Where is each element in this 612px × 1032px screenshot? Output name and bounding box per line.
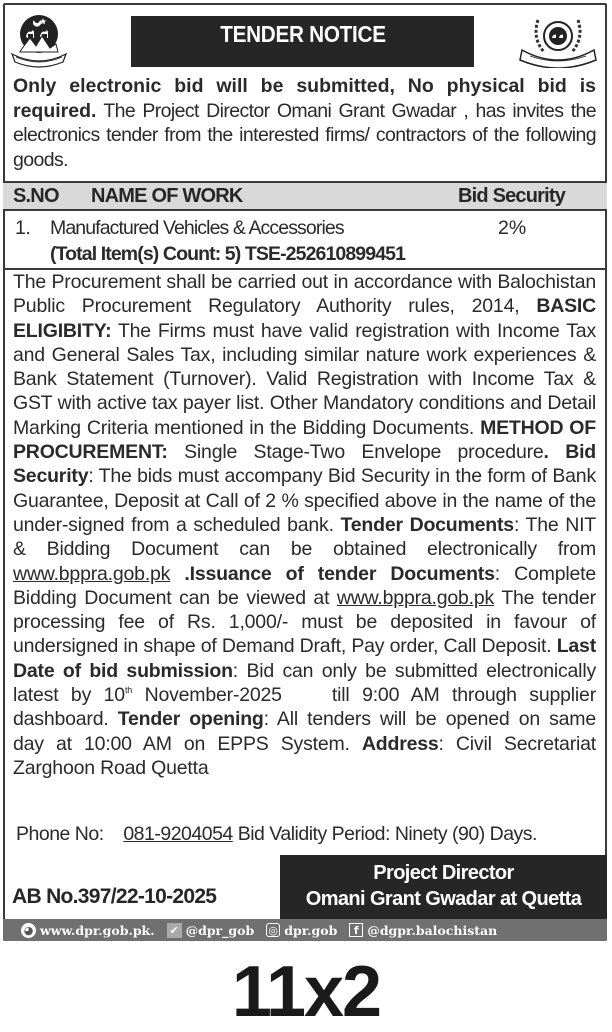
phone-label: Phone No: [16,823,104,845]
bppra-link-2[interactable]: www.bppra.gob.pk [336,586,495,609]
procurement-rules-text: The Procurement shall be carried out in accordance with Balochistan Public Procurement Regulatory Authority rules, 2014, [13,271,596,318]
issuance-text: : Complete Bidding Document can be viewed at [13,562,596,609]
row-sno: 1. [15,217,31,239]
twitter-icon: ✔ [167,923,182,938]
notice-header [0,0,612,72]
ab-number: AB No.397/22-10-2025 [12,885,217,908]
facebook-icon: f [349,923,363,937]
column-header-security: Bid Security [458,185,566,207]
signatory-title: Project Director [373,862,514,884]
phone-number[interactable]: 081-9204054 [123,823,233,845]
dgpr-emblem-icon [516,10,600,68]
address-label: Address [361,732,439,755]
terms-paragraph [13,270,596,780]
signatory-office: Omani Grant Gwadar at Quetta [305,888,582,910]
column-header-name: NAME OF WORK [91,185,243,207]
balochistan-emblem-icon [8,10,70,68]
intro-text: The Project Director Omani Grant Gwadar , has invites the electronics tender from the interested firms/ contractors of the following goods. [13,99,596,171]
tender-opening-text: : All tenders will be opened on same day at 10:00 AM on EPPS System. [13,708,596,755]
tender-opening-label: Tender opening [117,708,264,731]
eligibility-label: BASIC ELIGIBITY: [13,295,596,342]
social-twitter[interactable] [167,923,255,938]
ad-size-label: 11x2 [231,952,381,1032]
intro-bold-lead: Only electronic bid will be submitted, No physical bid is required. [13,75,596,122]
tender-documents-label: Tender Documents [340,513,514,536]
bid-validity: Bid Validity Period: Ninety (90) Days. [237,823,537,845]
instagram-handle: dpr.gob [284,922,338,938]
row-work-name: Manufactured Vehicles & Accessories [50,217,344,239]
title-banner [131,16,474,67]
fee-text: The tender processing fee of Rs. 1,000/- must be deposited in favour of undersigned in shape of Demand Draft, Pay order, Call Deposit. [13,586,596,658]
facebook-handle: @dgpr.balochistan [367,922,498,938]
phone-line [16,823,537,846]
social-bar [3,919,607,941]
address-text: : Civil Secretariat Zarghoon Road Quetta [13,732,596,779]
social-instagram[interactable] [266,923,337,938]
column-header-sno: S.NO [13,185,59,207]
method-label: METHOD OF PROCUREMENT: [13,416,596,464]
globe-icon: ◕ [21,923,36,938]
signatory-box [280,855,607,919]
eligibility-text: The Firms must have valid registration with Income Tax and General Sales Tax, including similar nature work experiences & Bank Statement (Turnover). Valid Registration with Income Tax & GST with active tax payer list. Other Mandatory conditions and Detail Marking Criteria mentioned in the Bidding Documents. [13,319,596,439]
last-date-text-2: November-2025 till 9:00 AM through supplier dashboard. [13,684,596,731]
issuance-label: .Issuance of tender Documents [170,562,495,585]
instagram-icon: ◎ [266,923,280,937]
page-title: TENDER NOTICE [219,21,386,47]
intro-paragraph [13,74,596,172]
bid-security-label: . Bid Security [13,441,597,488]
method-text: Single Stage-Two Envelope procedure [167,441,544,464]
bid-security-text: : The bids must accompany Bid Security in the form of Bank Guarantee, Deposit at Call of 2 % specified above in the name of the under-signed from a scheduled bank. [13,465,596,536]
date-ordinal: th [124,685,133,696]
twitter-handle: @dpr_gob [185,922,255,938]
website-text: www.dpr.gob.pk. [40,922,155,938]
row-detail: (Total Item(s) Count: 5) TSE-252610899451 [50,243,406,265]
table-header-row [3,181,607,211]
last-date-text: : Bid can only be submitted electronically latest by 10 [13,659,596,707]
social-facebook[interactable] [349,923,497,938]
last-date-label: Last Date of bid submission [13,635,596,682]
tender-documents-text: : The NIT & Bidding Document can be obtained electronically from [13,513,597,561]
bppra-link[interactable]: www.bppra.gob.pk [13,562,171,585]
row-bid-security: 2% [498,217,527,239]
social-website[interactable] [21,923,155,938]
